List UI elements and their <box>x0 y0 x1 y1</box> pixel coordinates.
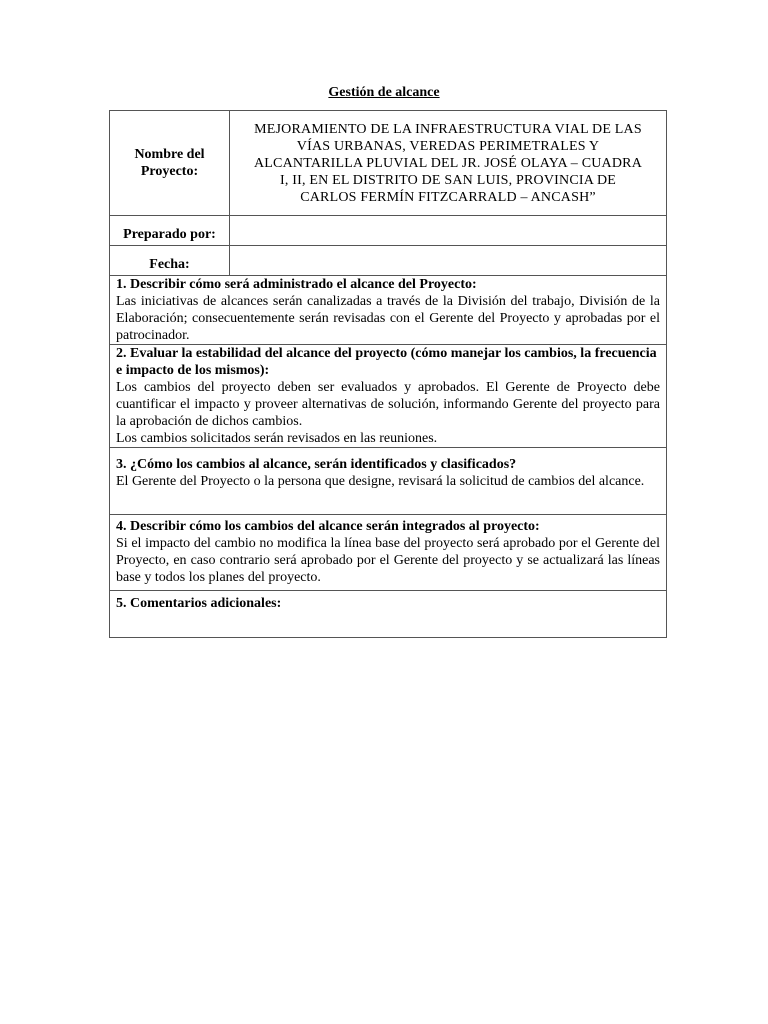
date-label: Fecha: <box>110 246 230 276</box>
prepared-by-field[interactable] <box>230 216 667 246</box>
section-1-row <box>110 276 667 345</box>
section-2 <box>110 345 667 448</box>
section-5 <box>110 591 667 638</box>
date-field[interactable] <box>230 246 667 276</box>
project-name-label: Nombre del Proyecto: <box>110 111 230 216</box>
project-name-line: MEJORAMIENTO DE LA INFRAESTRUCTURA VIAL DE LAS <box>254 121 642 137</box>
section-heading: 1. Describir cómo será administrado el alcance del Proyecto: <box>116 277 477 292</box>
document-title: Gestión de alcance <box>328 85 440 100</box>
section-4-row <box>110 515 667 591</box>
section-heading: 2. Evaluar la estabilidad del alcance del proyecto (cómo manejar los cambios, la frecuencia e impacto de los mismos): <box>116 346 657 378</box>
prepared-by-label: Preparado por: <box>110 216 230 246</box>
section-1 <box>110 276 667 345</box>
section-3-row <box>110 448 667 515</box>
project-name-line: ALCANTARILLA PLUVIAL DEL JR. JOSÉ OLAYA – CUADRA <box>253 155 643 171</box>
project-name-row <box>110 111 667 216</box>
date-row <box>110 246 667 276</box>
section-body: Las iniciativas de alcances serán canalizadas a través de la División del trabajo, División de la Elaboración; consecuentemente serán revisadas con el Gerente del Proyecto y aprobadas por el patrocinador. <box>116 294 660 343</box>
section-body: El Gerente del Proyecto o la persona que designe, revisará la solicitud de cambios del alcance. <box>116 474 645 489</box>
section-body-extra: Los cambios solicitados serán revisados en las reuniones. <box>116 431 438 446</box>
project-name-line: CARLOS FERMÍN FITZCARRALD – ANCASH” <box>300 189 596 205</box>
section-4 <box>110 515 667 591</box>
scope-management-form <box>109 110 667 638</box>
section-heading: 3. ¿Cómo los cambios al alcance, serán identificados y clasificados? <box>116 457 517 472</box>
section-body: Los cambios del proyecto deben ser evaluados y aprobados. El Gerente de Proyecto debe cuantificar el impacto y proveer alternativas de solución, informando Gerente del proyecto para la aprobación de dichos cambios. <box>116 380 660 429</box>
project-name-value <box>230 111 667 216</box>
section-3 <box>110 448 667 515</box>
project-name-line: I, II, EN EL DISTRITO DE SAN LUIS, PROVINCIA DE <box>279 172 617 188</box>
project-name-line: VÍAS URBANAS, VEREDAS PERIMETRALES Y <box>296 138 600 154</box>
section-heading: 5. Comentarios adicionales: <box>116 596 282 611</box>
section-body: Si el impacto del cambio no modifica la línea base del proyecto será aprobado por el Gerente del Proyecto, en caso contrario será aprobado por el Gerente del proyecto y se actualizará las líneas base y todos los planes del proyecto. <box>116 536 660 585</box>
section-2-row <box>110 345 667 448</box>
prepared-by-row <box>110 216 667 246</box>
section-5-row <box>110 591 667 638</box>
section-heading: 4. Describir cómo los cambios del alcance serán integrados al proyecto: <box>116 519 540 534</box>
